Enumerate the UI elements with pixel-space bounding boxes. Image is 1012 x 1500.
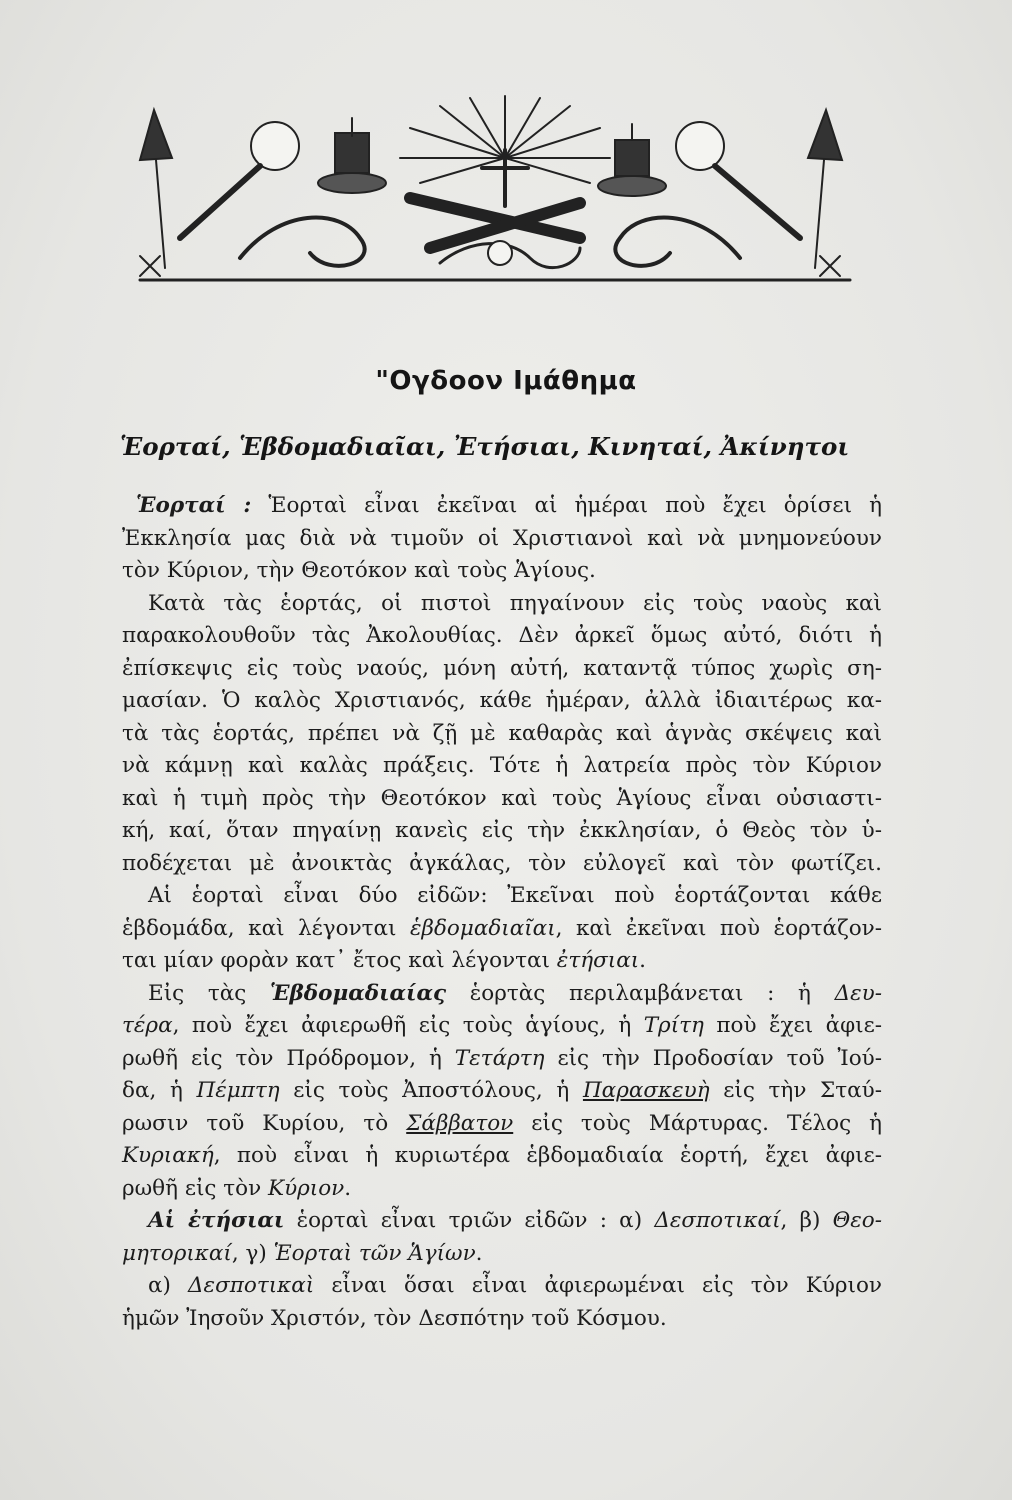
paragraph-4-line xyxy=(122,1140,882,1173)
paragraph-3-line xyxy=(122,945,882,978)
bold-term: Ἑβδομαδιαίας xyxy=(269,980,447,1006)
paragraph-4-line xyxy=(122,1010,882,1043)
text-span: εἰς τοὺς Ἀποστόλους, ἡ xyxy=(279,1078,583,1103)
text-span: ρωθῆ εἰς τὸν xyxy=(122,1175,269,1201)
text-span: ἑβδομάδα, καὶ λέγονται xyxy=(122,915,410,941)
italic-term: Δευ- xyxy=(834,980,882,1006)
text-span: ρωσιν τοῦ Κυρίου, τὸ xyxy=(122,1110,407,1136)
paragraph-6-line: ἡμῶν Ἰησοῦν Χριστόν, τὸν Δεσπότην τοῦ Κόσμου. xyxy=(122,1305,667,1331)
text-span: εἰς τὴν Προδοσίαν τοῦ Ἰού- xyxy=(544,1045,882,1071)
italic-term: Δεσποτικαὶ xyxy=(188,1273,315,1298)
italic-term: Κύριον xyxy=(268,1175,345,1201)
text-span: . xyxy=(344,1175,352,1201)
paragraph-1-line xyxy=(122,490,882,523)
italic-term: Τρίτη xyxy=(643,1013,704,1038)
italic-term: μητορικαί xyxy=(122,1240,232,1266)
paragraph-2-line: Κατὰ τὰς ἑορτάς, οἱ πιστοὶ πηγαίνουν εἰς τοὺς ναοὺς καὶ xyxy=(148,590,882,616)
paragraph-1-line: Ἐκκλησία μας διὰ νὰ τιμοῦν οἱ Χριστιανοὶ καὶ νὰ μνημονεύουν xyxy=(122,525,882,551)
paragraph-3-line: Αἱ ἑορταὶ εἶναι δύο εἰδῶν: Ἐκεῖναι ποὺ ἑορτάζονται κάθε xyxy=(148,883,882,908)
text-span: ρωθῆ εἰς τὸν Πρόδρομον, ἡ xyxy=(122,1045,455,1071)
lesson-subtitle: Ἑορταί, Ἑβδομαδιαῖαι, Ἐτήσιαι, Κινηταί, Ἀκίνητοι xyxy=(120,432,850,461)
paragraph-2-line: μασίαν. Ὁ καλὸς Χριστιανός, κάθε ἡμέραν, ἀλλὰ ἰδιαιτέρως κα- xyxy=(122,688,882,713)
text-span: εἰς τοὺς Μάρτυρας. Τέλος ἡ xyxy=(513,1110,883,1136)
paragraph-4-line xyxy=(122,1108,882,1141)
chapter-title: "Ογδοον Ιμάθημα xyxy=(375,366,637,396)
text-span: , γ) xyxy=(231,1240,274,1266)
paragraph-2-line: ἐπίσκεψις εἰς τοὺς ναούς, μόνη αὐτή, καταντᾷ τύπος χωρὶς ση- xyxy=(122,655,882,681)
paragraph-4-line xyxy=(122,978,882,1011)
paragraph-1-line: τὸν Κύριον, τὴν Θεοτόκον καὶ τοὺς Ἁγίους. xyxy=(122,558,596,583)
italic-term: Σάββατον xyxy=(406,1110,514,1136)
text-span: Εἰς τὰς xyxy=(148,980,270,1006)
text-span: , ποὺ εἶναι ἡ κυριωτέρα ἑβδομαδιαία ἑορτή, ἔχει ἀφιε- xyxy=(213,1143,882,1168)
paragraph-5-line xyxy=(122,1205,882,1238)
text-span: , ποὺ ἔχει ἀφιερωθῆ εἰς τοὺς ἁγίους, ἡ xyxy=(172,1013,644,1038)
italic-term: Θεο- xyxy=(832,1208,882,1233)
paragraph-3-line xyxy=(122,913,882,946)
lesson-body xyxy=(122,490,882,1335)
italic-term: Ἑορταὶ τῶν Ἁγίων xyxy=(273,1240,476,1266)
text-span: α) xyxy=(148,1273,189,1298)
text-span: δα, ἡ xyxy=(122,1078,197,1103)
paragraph-4-line xyxy=(122,1173,882,1206)
ornamental-headpiece-illustration xyxy=(110,88,870,293)
text-span: . xyxy=(475,1240,483,1266)
paragraph-2-line: νὰ κάμνῃ καὶ καλὰς πράξεις. Τότε ἡ λατρεία πρὸς τὸν Κύριον xyxy=(122,753,882,778)
paragraph-2-line: τὰ τὰς ἑορτάς, πρέπει νὰ ζῇ μὲ καθαρὰς καὶ ἁγνὰς σκέψεις καὶ xyxy=(122,720,882,746)
paragraph-4-line xyxy=(122,1043,882,1076)
italic-term: Τετάρτη xyxy=(454,1045,545,1071)
text-span: Ἑορταὶ εἶναι ἐκεῖναι αἱ ἡμέραι ποὺ ἔχει ὁρίσει ἡ xyxy=(251,493,883,518)
text-span: ποὺ ἔχει ἀφιε- xyxy=(703,1013,882,1038)
italic-term: Παρασκευὴ xyxy=(582,1078,710,1103)
text-span: , β) xyxy=(780,1208,833,1233)
paragraph-5-line xyxy=(122,1238,882,1271)
paragraph-2-line: κή, καί, ὅταν πηγαίνῃ κανεὶς εἰς τὴν ἐκκλησίαν, ὁ Θεὸς τὸν ὑ- xyxy=(122,818,882,843)
text-span: . xyxy=(639,948,646,973)
text-span: ται μίαν φορὰν κατ᾿ ἔτος καὶ λέγονται xyxy=(122,948,557,973)
text-span: εἶναι ὅσαι εἶναι ἀφιερωμέναι εἰς τὸν Κύριον xyxy=(314,1273,882,1298)
paragraph-4-line xyxy=(122,1075,882,1108)
bold-term: Αἱ ἐτήσιαι xyxy=(148,1208,285,1233)
text-span: , καὶ ἐκεῖναι ποὺ ἑορτάζον- xyxy=(555,915,882,941)
italic-term: Πέμπτη xyxy=(196,1078,280,1103)
italic-term: Κυριακή xyxy=(122,1143,214,1168)
italic-term: ἐτήσιαι xyxy=(556,948,640,973)
text-span: εἰς τὴν Σταύ- xyxy=(709,1078,882,1103)
paragraph-2-line: καὶ ἡ τιμὴ πρὸς τὴν Θεοτόκον καὶ τοὺς Ἁγίους εἶναι οὐσιαστι- xyxy=(122,785,882,811)
paragraph-2-line: ποδέχεται μὲ ἀνοικτὰς ἀγκάλας, τὸν εὐλογεῖ καὶ τὸν φωτίζει. xyxy=(122,850,882,876)
italic-term: τέρα xyxy=(122,1013,173,1038)
text-span: ἑορταὶ εἶναι τριῶν εἰδῶν : α) xyxy=(284,1208,655,1233)
paragraph-2-line: παρακολουθοῦν τὰς Ἀκολουθίας. Δὲν ἀρκεῖ ὅμως αὐτό, διότι ἡ xyxy=(122,623,882,648)
text-span: ἑορτὰς περιλαμβάνεται : ἡ xyxy=(446,980,835,1006)
term-heading: Ἑορταί : xyxy=(136,493,252,518)
italic-term: Δεσποτικαί xyxy=(654,1208,781,1233)
italic-term: ἑβδομαδιαῖαι xyxy=(410,915,556,941)
paragraph-6-line xyxy=(122,1270,882,1303)
